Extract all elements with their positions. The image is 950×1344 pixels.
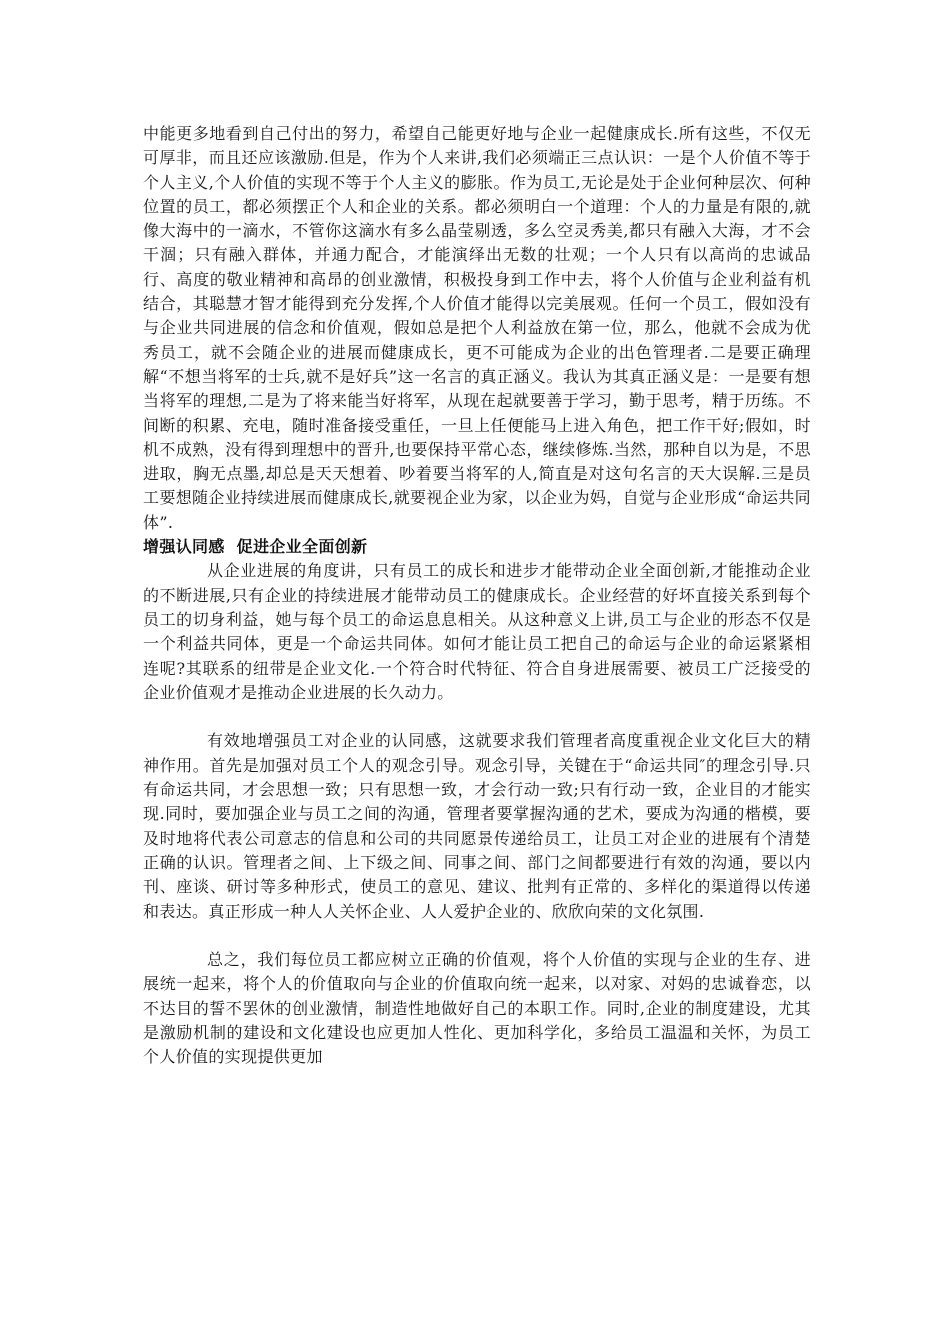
paragraph-spacer <box>143 705 811 729</box>
paragraph-continuation: 中能更多地看到自己付出的努力，希望自己能更好地与企业一起健康成长.所有这些，不仅无可厚非，而且还应该激励.但是，作为个人来讲,我们必须端正三点认识：一是个人价值不等于个人主义,个人价值的实现不等于个人主义的膨胀。作为员工,无论是处于企业何种层次、何种位置的员工，都必须摆正个人和企业的关系。都必须明白一个道理：个人的力量是有限的,就像大海中的一滴水，不管你这滴水有多么晶莹剔透，多么空灵秀美,都只有融入大海，才不会干涸；只有融入群体，并通力配合，才能演绎出无数的壮观；一个人只有以高尚的忠诚品行、高度的敬业精神和高昂的创业激情，积极投身到工作中去，将个人价值与企业利益有机结合，其聪慧才智才能得到充分发挥,个人价值才能得以完美展观。任何一个员工，假如没有与企业共同进展的信念和价值观，假如总是把个人利益放在第一位，那么，他就不会成为优秀员工，就不会随企业的进展而健康成长，更不可能成为企业的出色管理者.二是要正确理解“不想当将军的士兵,就不是好兵”这一名言的真正涵义。我认为其真正涵义是：一是要有想当将军的理想,二是为了将来能当好将军，从现在起就要善于学习，勤于思考，精于历练。不间断的积累、充电，随时准备接受重任，一旦上任便能马上进入角色，把工作干好;假如，时机不成熟，没有得到理想中的晋升,也要保持平常心态，继续修炼.当然，那种自以为是，不思进取，胸无点墨,却总是天天想着、吵着要当将军的人,简直是对这句名言的天大误解.三是员工要想随企业持续进展而健康成长,就要视企业为家，以企业为妈，自觉与企业形成“命运共同体”. <box>143 124 811 532</box>
paragraph-development: 从企业进展的角度讲，只有员工的成长和进步才能带动企业全面创新,才能推动企业的不断进展,只有企业的持续进展才能带动员工的健康成长。企业经营的好坏直接关系到每个员工的切身利益，她与每个员工的命运息息相关。从这种意义上讲,员工与企业的形态不仅是一个利益共同体，更是一个命运共同体。如何才能让员工把自己的命运与企业的命运紧紧相连呢?其联系的纽带是企业文化.一个符合时代特征、符合自身进展需要、被员工广泛接受的企业价值观才是推动企业进展的长久动力。 <box>143 561 811 702</box>
paragraph-identity: 有效地增强员工对企业的认同感，这就要求我们管理者高度重视企业文化巨大的精神作用。首先是加强对员工个人的观念引导。观念引导，关键在于“命运共同″的理念引导.只有命运共同，才会思想一致；只有思想一致，才会行动一致;只有行动一致，企业目的才能实现.同时，要加强企业与员工之间的沟通，管理者要掌握沟通的艺术，要成为沟通的楷模，要及时地将代表公司意志的信息和公司的共同愿景传递给员工，让员工对企业的进展有个清楚正确的认识。管理者之间、上下级之间、同事之间、部门之间都要进行有效的沟通，要以内刊、座谈、研讨等多种形式，使员工的意见、建议、批判有正常的、多样化的渠道得以传递和表达。真正形成一种人人关怀企业、人人爱护企业的、欣欣向荣的文化氛围. <box>143 731 811 921</box>
section-heading: 增强认同感 促进企业全面创新 <box>143 537 368 557</box>
paragraph-spacer <box>143 924 811 948</box>
paragraph-conclusion: 总之，我们每位员工都应树立正确的价值观，将个人价值的实现与企业的生存、进展统一起来，将个人的价值取向与企业的价值取向统一起来，以对家、对妈的忠诚眷恋，以不达目的誓不罢休的创业激情，制造性地做好自己的本职工作。同时,企业的制度建设，尤其是激励机制的建设和文化建设也应更加人性化、更加科学化，多给员工温温和关怀，为员工个人价值的实现提供更加 <box>143 950 811 1067</box>
document-body <box>143 122 811 1070</box>
